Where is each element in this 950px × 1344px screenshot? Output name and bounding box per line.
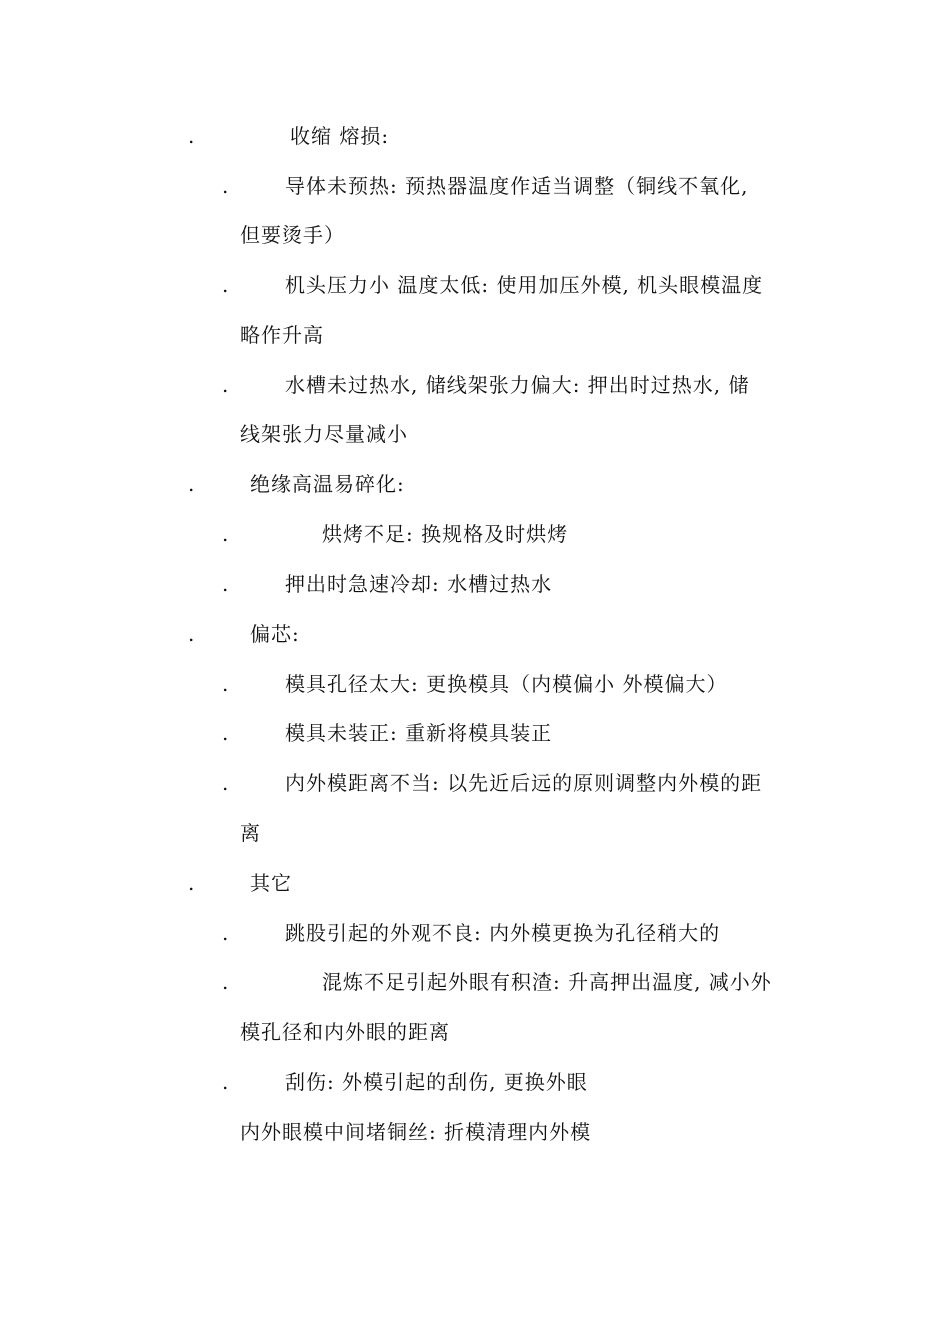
item-bullet: . [222, 373, 229, 397]
item-text: 刮伤: 外模引起的刮伤, 更换外眼 [285, 1070, 588, 1094]
item-bullet: . [222, 721, 229, 745]
item-text: 导体未预热: 预热器温度作适当调整（铜线不氧化, [285, 174, 749, 198]
section-heading: 其它 [250, 871, 292, 895]
item-text-continuation: 内外眼模中间堵铜丝: 折模清理内外模 [240, 1120, 592, 1144]
item-text: 机头压力小 温度太低: 使用加压外模, 机头眼模温度 [285, 273, 764, 297]
section-bullet: . [188, 124, 195, 148]
item-bullet: . [222, 1070, 229, 1094]
section-bullet: . [188, 871, 195, 895]
item-text: 押出时急速冷却: 水槽过热水 [285, 572, 553, 596]
item-bullet: . [222, 921, 229, 945]
section-heading: 绝缘高温易碎化: [250, 472, 405, 496]
item-text: 水槽未过热水, 储线架张力偏大: 押出时过热水, 储 [285, 373, 750, 397]
section-bullet: . [188, 622, 195, 646]
item-text-continuation: 模孔径和内外眼的距离 [240, 1020, 450, 1044]
item-text: 内外模距离不当: 以先近后远的原则调整内外模的距 [285, 771, 763, 795]
item-text: 模具孔径太大: 更换模具（内模偏小 外模偏大） [285, 672, 728, 696]
item-bullet: . [222, 522, 229, 546]
item-bullet: . [222, 771, 229, 795]
item-text-continuation: 略作升高 [240, 323, 324, 347]
item-text-continuation: 但要烫手） [240, 223, 345, 247]
item-text-continuation: 离 [240, 821, 261, 845]
item-text: 跳股引起的外观不良: 内外模更换为孔径稍大的 [285, 921, 721, 945]
item-bullet: . [222, 273, 229, 297]
item-text: 烘烤不足: 换规格及时烘烤 [322, 522, 569, 546]
item-text: 混炼不足引起外眼有积渣: 升高押出温度, 减小外 [322, 970, 772, 994]
item-text: 模具未装正: 重新将模具装正 [285, 721, 553, 745]
section-heading: 收缩 熔损: [290, 124, 390, 148]
item-bullet: . [222, 970, 229, 994]
section-bullet: . [188, 472, 195, 496]
item-bullet: . [222, 572, 229, 596]
item-text-continuation: 线架张力尽量减小 [240, 422, 408, 446]
item-bullet: . [222, 672, 229, 696]
section-heading: 偏芯: [250, 622, 300, 646]
item-bullet: . [222, 174, 229, 198]
